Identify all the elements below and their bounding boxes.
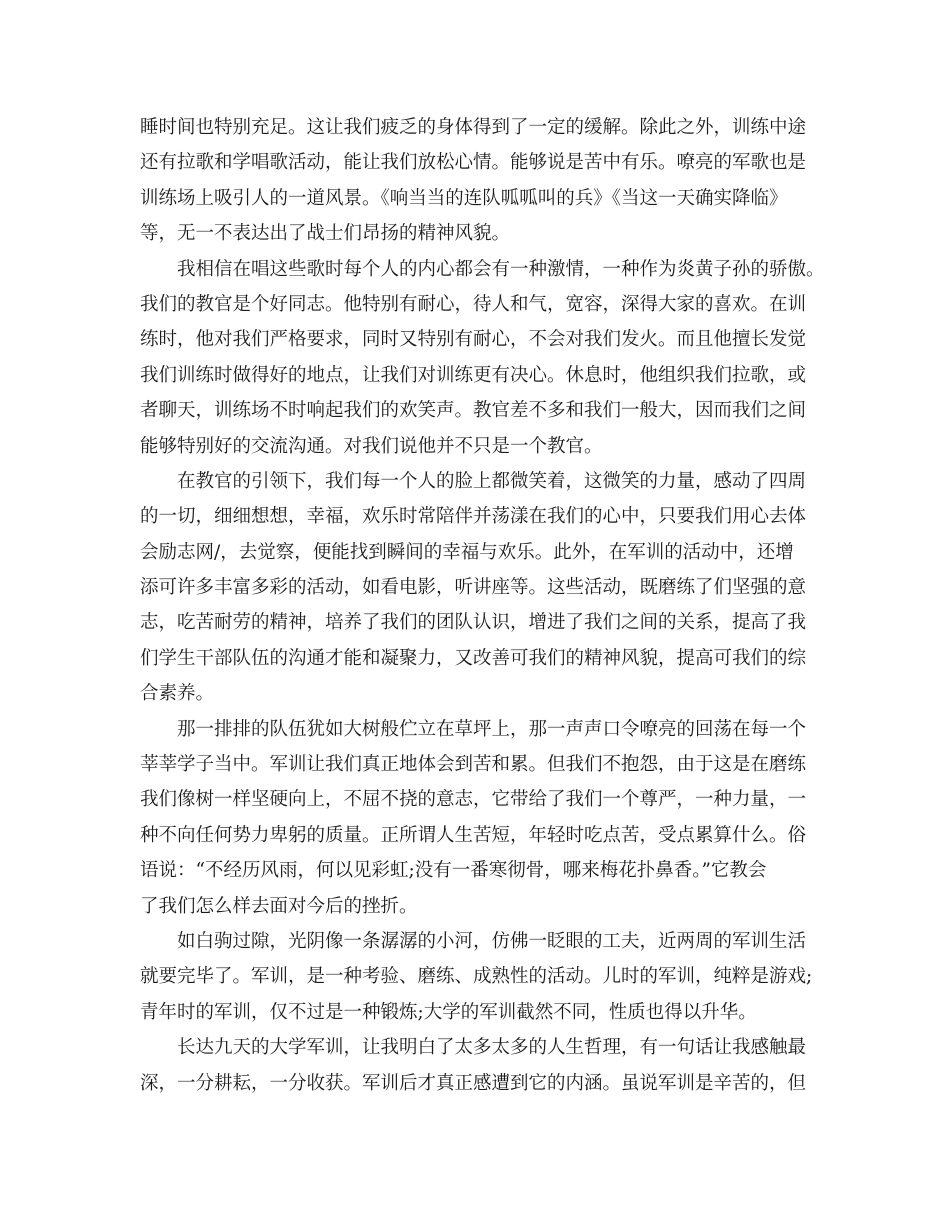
text-line: 练时，他对我们严格要求，同时又特别有耐心，不会对我们发火。而且他擅长发觉	[140, 329, 807, 351]
paragraph-first-line: 如白驹过隙，光阴像一条潺潺的小河，仿佛一眨眼的工夫，近两周的军训生活	[177, 930, 807, 952]
text-line: 就要完毕了。军训，是一种考验、磨练、成熟性的活动。儿时的军训，纯粹是游戏;	[140, 966, 813, 988]
text-line: 会励志网/，去觉察，便能找到瞬间的幸福与欢乐。此外，在军训的活动中，还增	[140, 541, 794, 563]
text-line: 者聊天，训练场不时响起我们的欢笑声。教官差不多和我们一般大，因而我们之间	[140, 400, 807, 422]
text-line: 志，吃苦耐劳的精神，培养了我们的团队认识，增进了我们之间的关系，提高了我	[140, 612, 807, 634]
paragraph-first-line: 我相信在唱这些歌时每个人的内心都会有一种激情，一种作为炎黄子孙的骄傲。	[177, 258, 825, 280]
text-line: 青年时的军训，仅不过是一种锻炼;大学的军训截然不同，性质也得以升华。	[140, 1001, 757, 1023]
paragraph-first-line: 在教官的引领下，我们每一个人的脸上都微笑着，这微笑的力量，感动了四周	[177, 470, 807, 492]
text-line: 能够特别好的交流沟通。对我们说他并不只是一个教官。	[140, 435, 603, 457]
paragraph-first-line: 那一排排的队伍犹如大树般伫立在草坪上，那一声声口令嘹亮的回荡在每一个	[177, 718, 807, 740]
text-line: 我们的教官是个好同志。他特别有耐心，待人和气，宽容，深得大家的喜欢。在训	[140, 293, 807, 315]
text-line: 的一切，细细想想，幸福，欢乐时常陪伴并荡漾在我们的心中，只要我们用心去体	[140, 506, 807, 528]
text-line: 还有拉歌和学唱歌活动，能让我们放松心情。能够说是苦中有乐。嘹亮的军歌也是	[140, 152, 807, 174]
text-line: 睡时间也特别充足。这让我们疲乏的身体得到了一定的缓解。除此之外，训练中途	[140, 117, 807, 138]
text-line: 我们训练时做得好的地点，让我们对训练更有决心。休息时，他组织我们拉歌，或	[140, 364, 807, 386]
text-line: 添可许多丰富多彩的活动，如看电影，听讲座等。这些活动，既磨练了们坚强的意	[140, 577, 807, 599]
text-line: 莘莘学子当中。军训让我们真正地体会到苦和累。但我们不抱怨，由于这是在磨练	[140, 754, 807, 776]
paragraph-first-line: 长达九天的大学军训，让我明白了太多太多的人生哲理，有一句话让我感触最	[177, 1037, 807, 1059]
text-line: 我们像树一样坚硬向上，不屈不挠的意志，它带给了我们一个尊严，一种力量，一	[140, 789, 807, 811]
text-line: 们学生干部队伍的沟通才能和凝聚力，又改善可我们的精神风貌，提高可我们的综	[140, 647, 807, 669]
body-text	[140, 110, 825, 1101]
text-line: 训练场上吸引人的一道风景。《响当当的连队呱呱叫的兵》《当这一天确实降临》	[140, 187, 788, 209]
text-line: 了我们怎么样去面对今后的挫折。	[140, 895, 418, 917]
text-line: 深，一分耕耘，一分收获。军训后才真正感遭到它的内涵。虽说军训是辛苦的，但	[140, 1072, 807, 1094]
text-line: 合素养。	[140, 683, 215, 705]
text-line: 种不向任何势力卑躬的质量。正所谓人生苦短，年轻时吃点苦，受点累算什么。俗	[140, 824, 807, 846]
text-line: 等，无一不表达出了战士们昂扬的精神风貌。	[140, 223, 511, 245]
text-line: 语说：“不经历风雨，何以见彩虹;没有一番寒彻骨，哪来梅花扑鼻香。”它教会	[140, 860, 767, 882]
